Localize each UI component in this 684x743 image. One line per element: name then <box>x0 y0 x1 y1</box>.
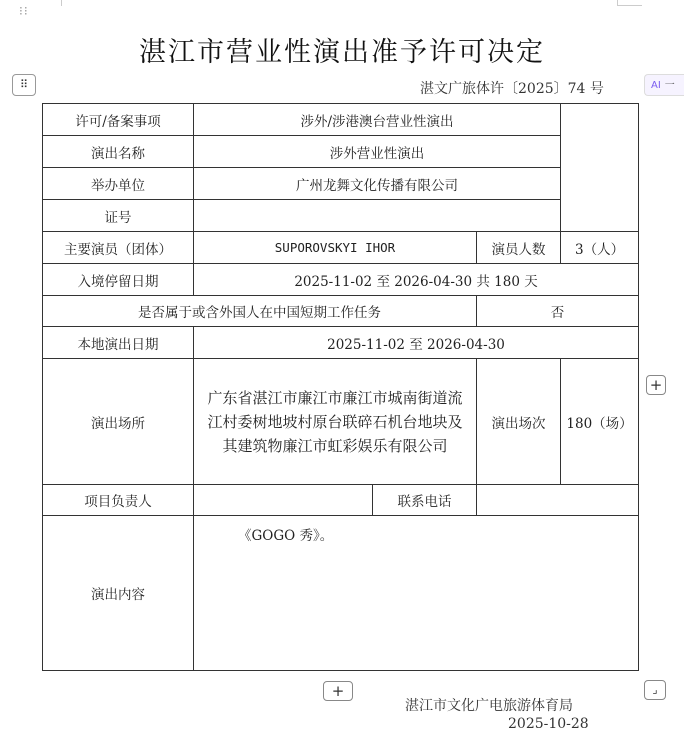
venue-label: 演出场所 <box>43 359 194 485</box>
performer-label: 主要演员（团体） <box>43 232 194 264</box>
table-handle-icon[interactable]: ⠿ <box>12 74 36 96</box>
page-corner-mark-right-h <box>618 5 642 6</box>
show-name-value[interactable]: 涉外营业性演出 <box>194 136 561 168</box>
short-term-value[interactable]: 否 <box>477 296 639 327</box>
venue-value[interactable]: 广东省湛江市廉江市廉江市城南街道流江村委树地坡村原台联碎石机台地块及其建筑物廉江市虹彩娱乐有限公司 <box>194 359 477 485</box>
table-row <box>43 516 639 671</box>
stay-value[interactable]: 2025-11-02 至 2026-04-30 共 180 天 <box>194 264 639 296</box>
content-label: 演出内容 <box>43 516 194 671</box>
block-drag-handle-icon[interactable]: ⁝⁝ <box>19 4 29 18</box>
organizer-label: 举办单位 <box>43 168 194 200</box>
local-date-value[interactable]: 2025-11-02 至 2026-04-30 <box>194 327 639 359</box>
content-value[interactable]: 《GOGO 秀》。 <box>194 516 639 671</box>
sessions-label: 演出场次 <box>477 359 561 485</box>
short-term-label: 是否属于或含外国人在中国短期工作任务 <box>43 296 477 327</box>
item-label: 许可/备案事项 <box>43 104 194 136</box>
table-row <box>43 359 639 485</box>
table-row <box>43 200 639 232</box>
add-row-icon[interactable]: + <box>323 681 353 701</box>
table-row <box>43 232 639 264</box>
manager-value[interactable] <box>194 485 373 516</box>
performer-count-value[interactable]: 3（人） <box>561 232 639 264</box>
phone-label: 联系电话 <box>373 485 477 516</box>
table-row <box>43 485 639 516</box>
table-row <box>43 264 639 296</box>
manager-label: 项目负责人 <box>43 485 194 516</box>
add-column-icon[interactable]: + <box>646 375 666 395</box>
phone-value[interactable] <box>477 485 639 516</box>
ai-suffix: 一 <box>664 80 675 91</box>
ai-assistant-button[interactable] <box>644 74 684 96</box>
item-value[interactable]: 涉外/涉港澳台营业性演出 <box>194 104 561 136</box>
sessions-value[interactable]: 180（场） <box>561 359 639 485</box>
license-value[interactable] <box>194 200 561 232</box>
table-resize-icon[interactable]: ⌟ <box>644 680 666 700</box>
table-row <box>43 168 639 200</box>
issue-date: 2025-10-28 <box>508 716 589 732</box>
local-date-label: 本地演出日期 <box>43 327 194 359</box>
performer-count-label: 演员人数 <box>477 232 561 264</box>
table-row <box>43 296 639 327</box>
page-corner-mark-left <box>61 0 62 6</box>
organizer-value[interactable]: 广州龙舞文化传播有限公司 <box>194 168 561 200</box>
issuer-name: 湛江市文化广电旅游体育局 <box>405 698 573 714</box>
ai-label: AI <box>651 80 661 91</box>
permit-table <box>42 103 639 671</box>
blank-cell[interactable] <box>561 104 639 232</box>
show-name-label: 演出名称 <box>43 136 194 168</box>
table-row <box>43 136 639 168</box>
document-number: 湛文广旅体许〔2025〕74 号 <box>420 81 604 97</box>
table-row <box>43 327 639 359</box>
license-label: 证号 <box>43 200 194 232</box>
table-row <box>43 104 639 136</box>
document-title: 湛江市营业性演出准予许可决定 <box>139 37 545 68</box>
performer-value[interactable]: SUPOROVSKYI IHOR <box>194 232 477 264</box>
stay-label: 入境停留日期 <box>43 264 194 296</box>
